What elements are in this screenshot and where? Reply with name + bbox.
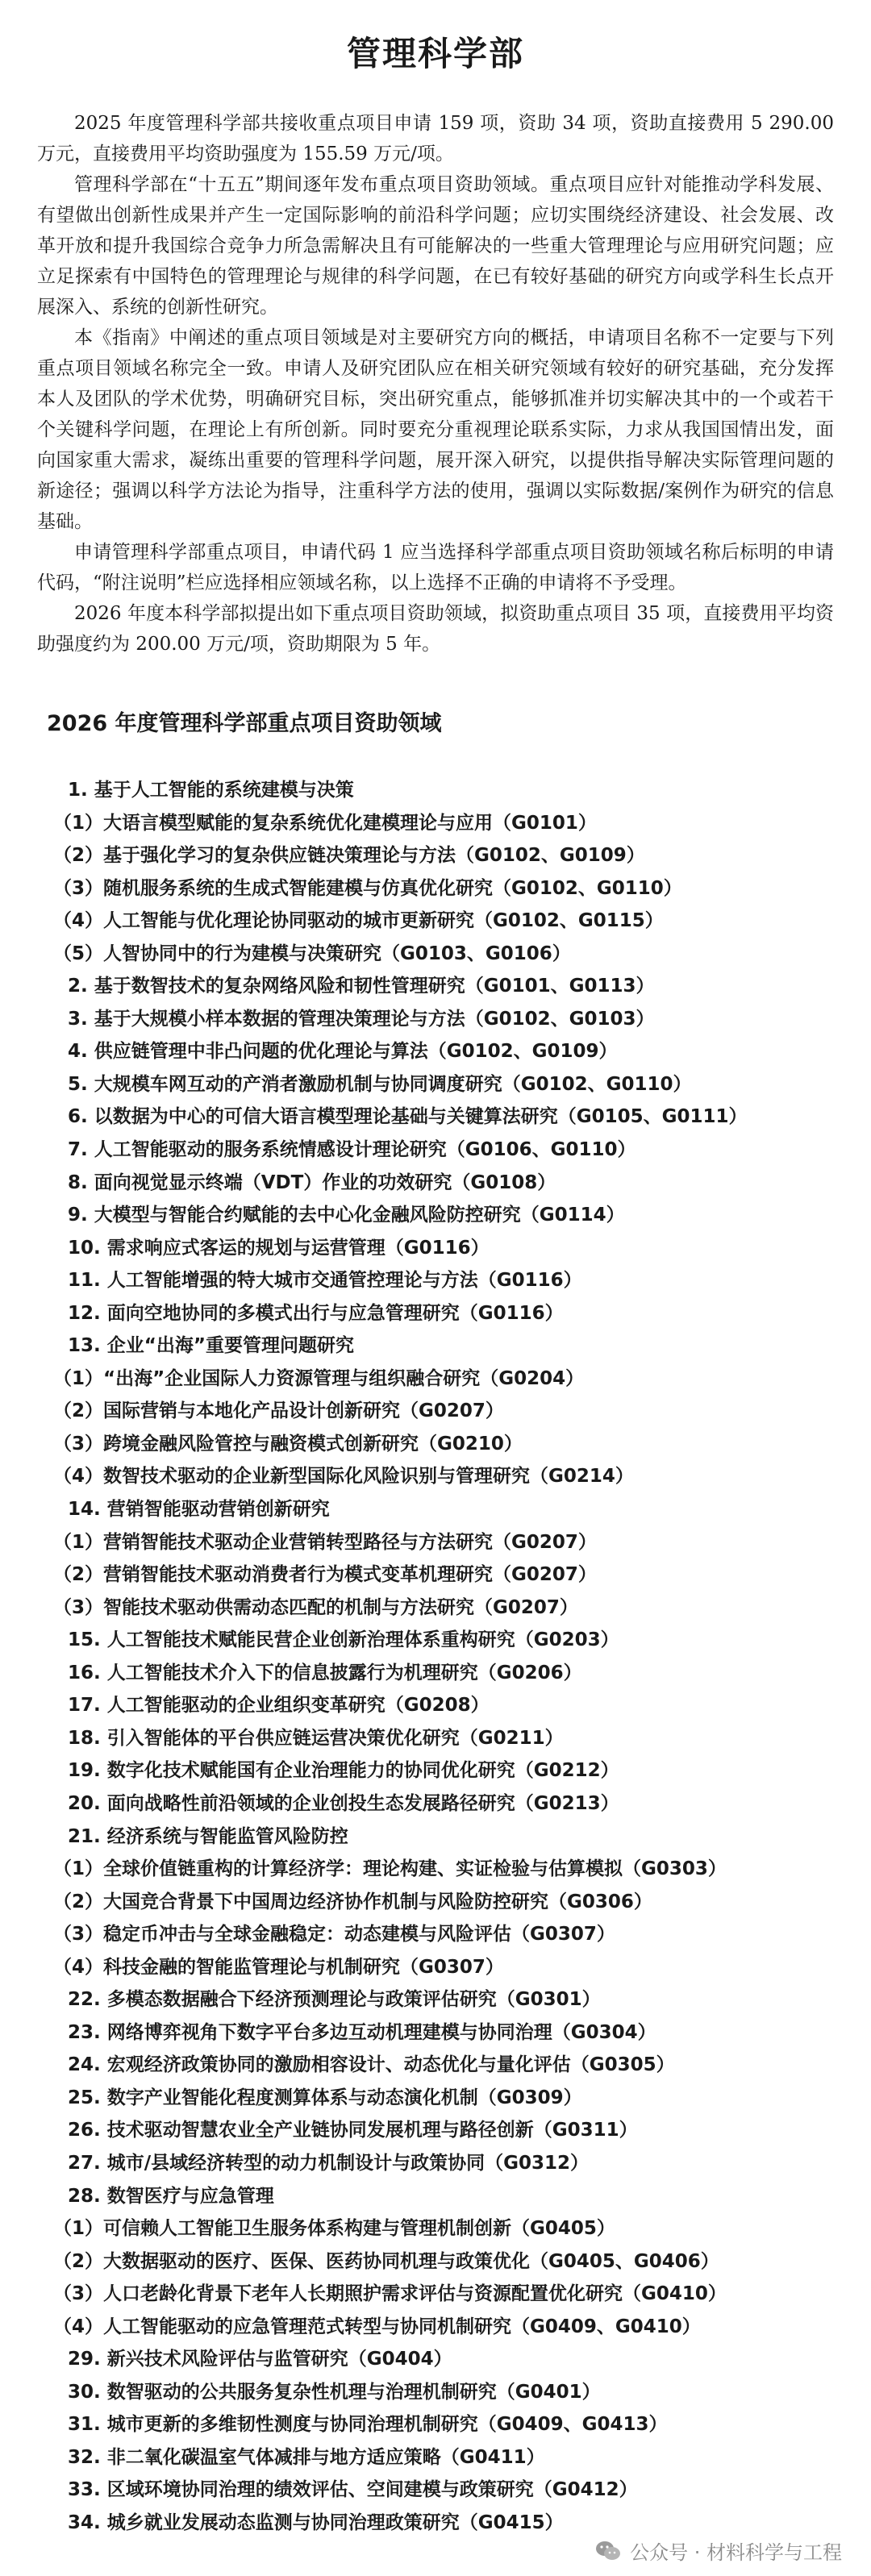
sub-item: （1）全球价值链重构的计算经济学：理论构建、实证检验与估算模拟（G0303） [53, 1858, 727, 1880]
paragraph: 2026 年度本科学部拟提出如下重点项目资助领域，拟资助重点项目 35 项，直接费用平均资助强度约为 200.00 万元/项，资助期限为 5 年。 [37, 603, 834, 655]
funding-area-list [53, 777, 834, 2543]
list-item: 18. 引入智能体的平台供应链运营决策优化研究（G0211） [68, 1727, 564, 1749]
list-item: 26. 技术驱动智慧农业全产业链协同发展机理与路径创新（G0311） [68, 2120, 638, 2141]
sub-item: （2）大数据驱动的医疗、医保、医药协同机理与政策优化（G0405、G0406） [53, 2250, 719, 2272]
list-item: 27. 城市/县域经济转型的动力机制设计与政策协同（G0312） [68, 2152, 590, 2174]
list-item: 33. 区域环境协同治理的绩效评估、空间建模与政策研究（G0412） [68, 2479, 638, 2501]
sub-item: （5）人智协同中的行为建模与决策研究（G0103、G0106） [53, 943, 571, 964]
list-item: 34. 城乡就业发展动态监测与协同治理政策研究（G0415） [68, 2511, 564, 2533]
list-item: 4. 供应链管理中非凸问题的优化理论与算法（G0102、G0109） [68, 1041, 618, 1063]
paragraph: 申请管理科学部重点项目，申请代码 1 应当选择科学部重点项目资助领域名称后标明的申请代码，“附注说明”栏应选择相应领域名称，以上选择不正确的申请将不予受理。 [37, 542, 834, 593]
sub-item: （2）基于强化学习的复杂供应链决策理论与方法（G0102、G0109） [53, 845, 645, 867]
list-item: 3. 基于大规模小样本数据的管理决策理论与方法（G0102、G0103） [68, 1008, 655, 1030]
list-item: 28. 数智医疗与应急管理 [68, 2185, 274, 2207]
sub-item: （3）人口老龄化背景下老年人长期照护需求评估与资源配置优化研究（G0410） [53, 2283, 727, 2305]
wechat-icon [594, 2537, 622, 2565]
intro-paragraphs [37, 108, 834, 660]
sub-item: （1）可信赖人工智能卫生服务体系构建与管理机制创新（G0405） [53, 2218, 615, 2240]
sub-item: （3）智能技术驱动供需动态匹配的机制与方法研究（G0207） [53, 1596, 578, 1618]
list-item: 20. 面向战略性前沿领域的企业创投生态发展路径研究（G0213） [68, 1792, 619, 1814]
sub-item: （2）营销智能技术驱动消费者行为模式变革机理研究（G0207） [53, 1564, 597, 1586]
list-item: 15. 人工智能技术赋能民营企业创新治理体系重构研究（G0203） [68, 1629, 619, 1651]
sub-item: （1）营销智能技术驱动企业营销转型路径与方法研究（G0207） [53, 1531, 597, 1553]
list-item: 31. 城市更新的多维韧性测度与协同治理机制研究（G0409、G0413） [68, 2414, 668, 2436]
list-item: 8. 面向视觉显示终端（VDT）作业的功效研究（G0108） [68, 1171, 556, 1193]
list-item: 32. 非二氧化碳温室气体减排与地方适应策略（G0411） [68, 2446, 545, 2468]
sub-item: （1）大语言模型赋能的复杂系统优化建模理论与应用（G0101） [53, 812, 597, 834]
list-item: 11. 人工智能增强的特大城市交通管控理论与方法（G0116） [68, 1270, 582, 1292]
paragraph: 管理科学部在“十五五”期间逐年发布重点项目资助领域。重点项目应针对能推动学科发展、有望做出创新性成果并产生一定国际影响的前沿科学问题；应切实围绕经济建设、社会发展、改革开放和提升我国综合竞争力所急需解决且有可能解决的一些重大管理理论与应用研究问题；应立足探索有中国特色的管理理论与规律的科学问题，在已有较好基础的研究方向或学科生长点开展深入、系统的创新性研究。 [37, 174, 834, 318]
list-item: 17. 人工智能驱动的企业组织变革研究（G0208） [68, 1695, 490, 1717]
list-item: 23. 网络博弈视角下数字平台多边互动机理建模与协同治理（G0304） [68, 2021, 656, 2043]
list-item: 30. 数智驱动的公共服务复杂性机理与治理机制研究（G0401） [68, 2381, 601, 2403]
list-item: 16. 人工智能技术介入下的信息披露行为机理研究（G0206） [68, 1662, 582, 1683]
list-item: 14. 营销智能驱动营销创新研究 [68, 1499, 330, 1521]
sub-item: （2）国际营销与本地化产品设计创新研究（G0207） [53, 1400, 504, 1422]
page-title: 管理科学部 [346, 34, 524, 73]
sub-item: （4）数智技术驱动的企业新型国际化风险识别与管理研究（G0214） [53, 1466, 634, 1488]
sub-item: （3）随机服务系统的生成式智能建模与仿真优化研究（G0102、G0110） [53, 877, 682, 899]
list-item: 2. 基于数智技术的复杂网络风险和韧性管理研究（G0101、G0113） [68, 976, 655, 997]
sub-item: （4）人工智能与优化理论协同驱动的城市更新研究（G0102、G0115） [53, 910, 664, 932]
list-item: 24. 宏观经济政策协同的激励相容设计、动态优化与量化评估（G0305） [68, 2054, 675, 2076]
sub-item: （3）稳定币冲击与全球金融稳定：动态建模与风险评估（G0307） [53, 1924, 615, 1946]
sub-item: （3）跨境金融风险管控与融资模式创新研究（G0210） [53, 1433, 523, 1454]
list-item: 13. 企业“出海”重要管理问题研究 [68, 1335, 354, 1357]
paragraph: 2025 年度管理科学部共接收重点项目申请 159 项，资助 34 项，资助直接费用 5 290.00 万元，直接费用平均资助强度为 155.59 万元/项。 [37, 113, 834, 164]
watermark-text: 公众号 · 材料科学与工程 [630, 2541, 842, 2564]
list-item: 5. 大规模车网互动的产消者激励机制与协同调度研究（G0102、G0110） [68, 1073, 692, 1095]
sub-item: （4）科技金融的智能监管理论与机制研究（G0307） [53, 1956, 504, 1978]
list-item: 19. 数字化技术赋能国有企业治理能力的协同优化研究（G0212） [68, 1760, 619, 1782]
sub-item: （2）大国竞合背景下中国周边经济协作机制与风险防控研究（G0306） [53, 1891, 652, 1912]
list-item: 12. 面向空地协同的多模式出行与应急管理研究（G0116） [68, 1302, 564, 1324]
paragraph: 本《指南》中阐述的重点项目领域是对主要研究方向的概括，申请项目名称不一定要与下列重点项目领域名称完全一致。申请人及研究团队应在相关研究领域有较好的研究基础，充分发挥本人及团队的学术优势，明确研究目标，突出研究重点，能够抓准并切实解决其中的一个或若干个关键科学问题，在理论上有所创新。同时要充分重视理论联系实际，力求从我国国情出发，面向国家重大需求，凝练出重要的管理科学问题，展开深入研究，以提供指导解决实际管理问题的新途径；强调以科学方法论为指导，注重科学方法的使用，强调以实际数据/案例作为研究的信息基础。 [37, 327, 834, 532]
watermark [594, 2536, 842, 2565]
list-item: 10. 需求响应式客运的规划与运营管理（G0116） [68, 1237, 490, 1259]
list-item: 25. 数字产业智能化程度测算体系与动态演化机制（G0309） [68, 2087, 582, 2108]
list-item: 22. 多模态数据融合下经济预测理论与政策评估研究（G0301） [68, 1989, 601, 2011]
sub-item: （1）“出海”企业国际人力资源管理与组织融合研究（G0204） [53, 1367, 585, 1389]
list-item: 9. 大模型与智能合约赋能的去中心化金融风险防控研究（G0114） [68, 1205, 625, 1226]
list-item: 29. 新兴技术风险评估与监管研究（G0404） [68, 2349, 452, 2370]
list-item: 21. 经济系统与智能监管风险防控 [68, 1825, 348, 1847]
list-item: 1. 基于人工智能的系统建模与决策 [68, 780, 354, 801]
list-item: 7. 人工智能驱动的服务系统情感设计理论研究（G0106、G0110） [68, 1139, 636, 1161]
section-heading: 2026 年度管理科学部重点项目资助领域 [47, 711, 442, 736]
list-item: 6. 以数据为中心的可信大语言模型理论基础与关键算法研究（G0105、G0111） [68, 1106, 748, 1128]
sub-item: （4）人工智能驱动的应急管理范式转型与协同机制研究（G0409、G0410） [53, 2316, 701, 2337]
